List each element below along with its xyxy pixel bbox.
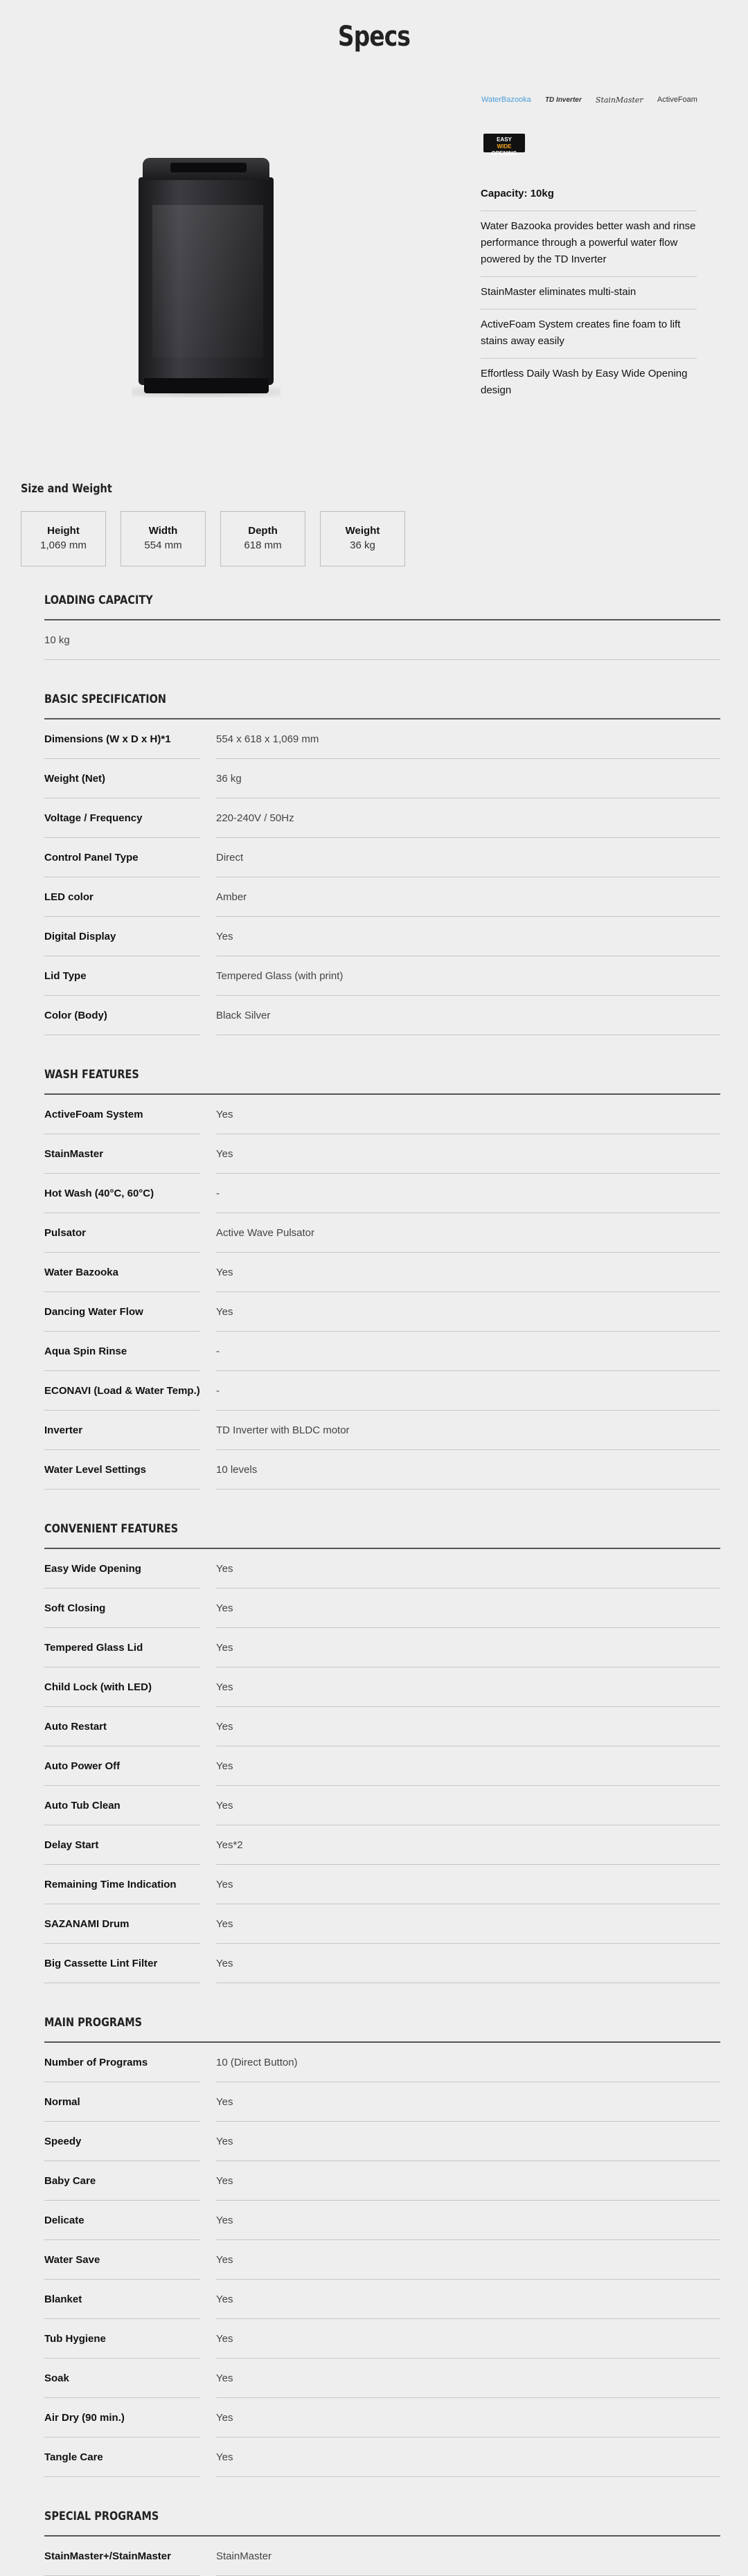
spec-label: Remaining Time Indication: [44, 1879, 177, 1890]
spec-value: Active Wave Pulsator: [216, 1227, 314, 1239]
spec-value: Yes: [216, 2096, 233, 2108]
spec-label: Easy Wide Opening: [44, 1563, 141, 1575]
spec-row: [44, 2043, 720, 2082]
spec-value: 36 kg: [216, 773, 242, 785]
spec-label: Voltage / Frequency: [44, 812, 143, 824]
spec-row: [44, 1707, 720, 1746]
spec-label: SAZANAMI Drum: [44, 1918, 130, 1930]
spec-value: -: [216, 1385, 220, 1397]
spec-row: [44, 956, 720, 996]
spec-section: [44, 660, 720, 1035]
spec-value: Yes: [216, 2451, 233, 2463]
spec-value: 554 x 618 x 1,069 mm: [216, 733, 319, 745]
spec-row: [44, 2280, 720, 2319]
spec-label: Soak: [44, 2372, 69, 2384]
size-box-height: Height 1,069 mm: [21, 511, 106, 566]
spec-label: ECONAVI (Load & Water Temp.): [44, 1385, 200, 1397]
spec-value: Yes: [216, 1602, 233, 1614]
spec-value: Amber: [216, 891, 247, 903]
spec-label: StainMaster: [44, 1148, 104, 1160]
section-title-text: CONVENIENT FEATURES: [44, 1522, 179, 1536]
spec-label: LED color: [44, 891, 93, 903]
spec-label: Delay Start: [44, 1839, 99, 1851]
spec-label: Lid Type: [44, 970, 87, 982]
spec-row: [44, 1292, 720, 1332]
spec-value: Direct: [216, 852, 244, 864]
spec-row: [44, 1825, 720, 1865]
size-weight-title: Size and Weight: [21, 482, 112, 496]
spec-label: Auto Tub Clean: [44, 1800, 121, 1812]
spec-section: [44, 2477, 720, 2576]
spec-row: [44, 2240, 720, 2280]
spec-label: Tempered Glass Lid: [44, 1642, 143, 1654]
spec-row: [44, 1589, 720, 1628]
spec-value: -: [216, 1188, 220, 1199]
spec-row: [44, 2359, 720, 2398]
spec-section: [44, 586, 720, 660]
spec-label: Air Dry (90 min.): [44, 2412, 125, 2424]
spec-value: Yes: [216, 2293, 233, 2305]
spec-value: 220-240V / 50Hz: [216, 812, 294, 824]
spec-value: Black Silver: [216, 1010, 271, 1021]
spec-row: [44, 1786, 720, 1825]
highlights-list: [481, 179, 697, 407]
section-title-text: SPECIAL PROGRAMS: [44, 2510, 159, 2523]
spec-value: Yes: [216, 2175, 233, 2187]
activefoam-logo: ActiveFoam: [657, 96, 697, 104]
spec-value: Yes: [216, 1760, 233, 1772]
spec-value: Yes: [216, 1563, 233, 1575]
spec-row: [44, 2398, 720, 2438]
spec-value: 10 kg: [44, 634, 70, 646]
spec-label: Child Lock (with LED): [44, 1681, 152, 1693]
spec-label: Pulsator: [44, 1227, 87, 1239]
spec-row: [44, 759, 720, 798]
spec-value: Yes: [216, 931, 233, 942]
spec-row: [44, 2082, 720, 2122]
spec-value: Yes: [216, 1879, 233, 1890]
spec-row: [44, 2201, 720, 2240]
highlight-item: ActiveFoam System creates fine foam to lift stains away easily: [481, 310, 697, 359]
spec-value: Yes: [216, 1958, 233, 1969]
section-title: [44, 2008, 720, 2043]
section-title: [44, 2502, 720, 2537]
spec-row: [44, 1865, 720, 1904]
spec-row: [44, 1628, 720, 1667]
spec-row: [44, 1549, 720, 1589]
spec-label: Inverter: [44, 1424, 83, 1436]
section-title-text: WASH FEATURES: [44, 1068, 139, 1082]
spec-value: StainMaster: [216, 2550, 272, 2562]
spec-row: [44, 917, 720, 956]
section-title: [44, 586, 720, 620]
spec-value: Yes: [216, 2215, 233, 2226]
spec-section: [44, 1490, 720, 1983]
spec-row: [44, 2319, 720, 2359]
spec-value: Yes: [216, 1148, 233, 1160]
spec-row: [44, 1134, 720, 1174]
spec-row: [44, 2161, 720, 2201]
spec-label: Color (Body): [44, 1010, 107, 1021]
spec-value: 10 levels: [216, 1464, 258, 1476]
spec-label: Water Save: [44, 2254, 100, 2266]
spec-row: [44, 2122, 720, 2161]
spec-label: Blanket: [44, 2293, 82, 2305]
spec-row: [44, 1332, 720, 1371]
size-weight-boxes: [21, 511, 405, 566]
spec-label: Number of Programs: [44, 2057, 148, 2068]
spec-value: Yes: [216, 1681, 233, 1693]
spec-row: [44, 1904, 720, 1944]
spec-row: [44, 1450, 720, 1490]
spec-section: [44, 1035, 720, 1490]
spec-label: Weight (Net): [44, 773, 106, 785]
easy-wide-opening-badge: EASY WIDE OPENING: [483, 134, 525, 152]
section-title-text: BASIC SPECIFICATION: [44, 692, 166, 706]
spec-value: 10 (Direct Button): [216, 2057, 298, 2068]
spec-label: Dimensions (W x D x H)*1: [44, 733, 171, 745]
highlight-item: StainMaster eliminates multi-stain: [481, 277, 697, 310]
spec-label: Hot Wash (40°C, 60°C): [44, 1188, 154, 1199]
spec-label: Auto Power Off: [44, 1760, 121, 1772]
section-title: [44, 685, 720, 719]
spec-label: Soft Closing: [44, 1602, 106, 1614]
spec-value: Yes: [216, 1267, 233, 1278]
spec-row: [44, 1944, 720, 1983]
spec-row: [44, 1411, 720, 1450]
page-title: Specs: [337, 21, 411, 53]
spec-value: Yes: [216, 2412, 233, 2424]
spec-row: [44, 838, 720, 877]
spec-row: [44, 877, 720, 917]
section-gap: [44, 1490, 720, 1514]
spec-value: Yes: [216, 1109, 233, 1120]
highlight-item: Effortless Daily Wash by Easy Wide Opening design: [481, 368, 688, 396]
section-gap: [44, 1983, 720, 2008]
spec-label: Normal: [44, 2096, 80, 2108]
spec-value: -: [216, 1345, 220, 1357]
section-gap: [44, 2477, 720, 2502]
spec-label: Dancing Water Flow: [44, 1306, 143, 1318]
size-box-width: Width 554 mm: [121, 511, 206, 566]
section-title: [44, 1060, 720, 1095]
spec-row: [44, 798, 720, 838]
spec-label: Auto Restart: [44, 1721, 107, 1733]
spec-row: [44, 620, 720, 660]
spec-label: Big Cassette Lint Filter: [44, 1958, 158, 1969]
spec-row: [44, 2438, 720, 2477]
spec-value: Yes: [216, 2333, 233, 2345]
spec-label: Baby Care: [44, 2175, 96, 2187]
spec-label: Speedy: [44, 2136, 82, 2147]
spec-value: Yes: [216, 2254, 233, 2266]
spec-row: [44, 1746, 720, 1786]
section-gap: [44, 660, 720, 685]
spec-row: [44, 1095, 720, 1134]
size-box-depth: Depth 618 mm: [220, 511, 305, 566]
spec-row: [44, 1667, 720, 1707]
spec-value: Yes: [216, 1642, 233, 1654]
product-image: [139, 158, 274, 393]
section-gap: [44, 1035, 720, 1060]
spec-value: Yes*2: [216, 1839, 243, 1851]
spec-label: Aqua Spin Rinse: [44, 1345, 127, 1357]
spec-value: Tempered Glass (with print): [216, 970, 344, 982]
spec-row: [44, 1371, 720, 1411]
spec-row: [44, 1213, 720, 1253]
spec-table: [44, 586, 720, 2576]
spec-value: Yes: [216, 1306, 233, 1318]
spec-label: StainMaster+/StainMaster: [44, 2550, 171, 2562]
spec-value: Yes: [216, 2136, 233, 2147]
highlight-item: Capacity: 10kg: [481, 179, 697, 211]
spec-label: ActiveFoam System: [44, 1109, 143, 1120]
section-title-text: LOADING CAPACITY: [44, 593, 153, 607]
spec-value: Yes: [216, 1800, 233, 1812]
section-title: [44, 1514, 720, 1549]
spec-label: Control Panel Type: [44, 852, 139, 864]
spec-row: [44, 1253, 720, 1292]
feature-logos: [481, 93, 697, 107]
spec-value: Yes: [216, 2372, 233, 2384]
stainmaster-logo: StainMaster: [595, 95, 643, 105]
spec-label: Tub Hygiene: [44, 2333, 106, 2345]
spec-section: [44, 1983, 720, 2477]
spec-label: Water Bazooka: [44, 1267, 118, 1278]
section-title-text: MAIN PROGRAMS: [44, 2016, 143, 2030]
spec-value: Yes: [216, 1721, 233, 1733]
size-box-weight: Weight 36 kg: [320, 511, 405, 566]
water-bazooka-logo: WaterBazooka: [481, 96, 531, 104]
spec-row: [44, 1174, 720, 1213]
spec-label: Water Level Settings: [44, 1464, 146, 1476]
spec-label: Delicate: [44, 2215, 84, 2226]
highlight-item: Water Bazooka provides better wash and rinse performance through a powerful water flow powered by the TD Inverter: [481, 211, 697, 277]
td-inverter-logo: TD Inverter: [544, 96, 582, 104]
spec-row: [44, 719, 720, 759]
spec-label: Digital Display: [44, 931, 116, 942]
spec-label: Tangle Care: [44, 2451, 103, 2463]
spec-row: [44, 2537, 720, 2576]
spec-value: TD Inverter with BLDC motor: [216, 1424, 350, 1436]
spec-value: Yes: [216, 1918, 233, 1930]
spec-row: [44, 996, 720, 1035]
